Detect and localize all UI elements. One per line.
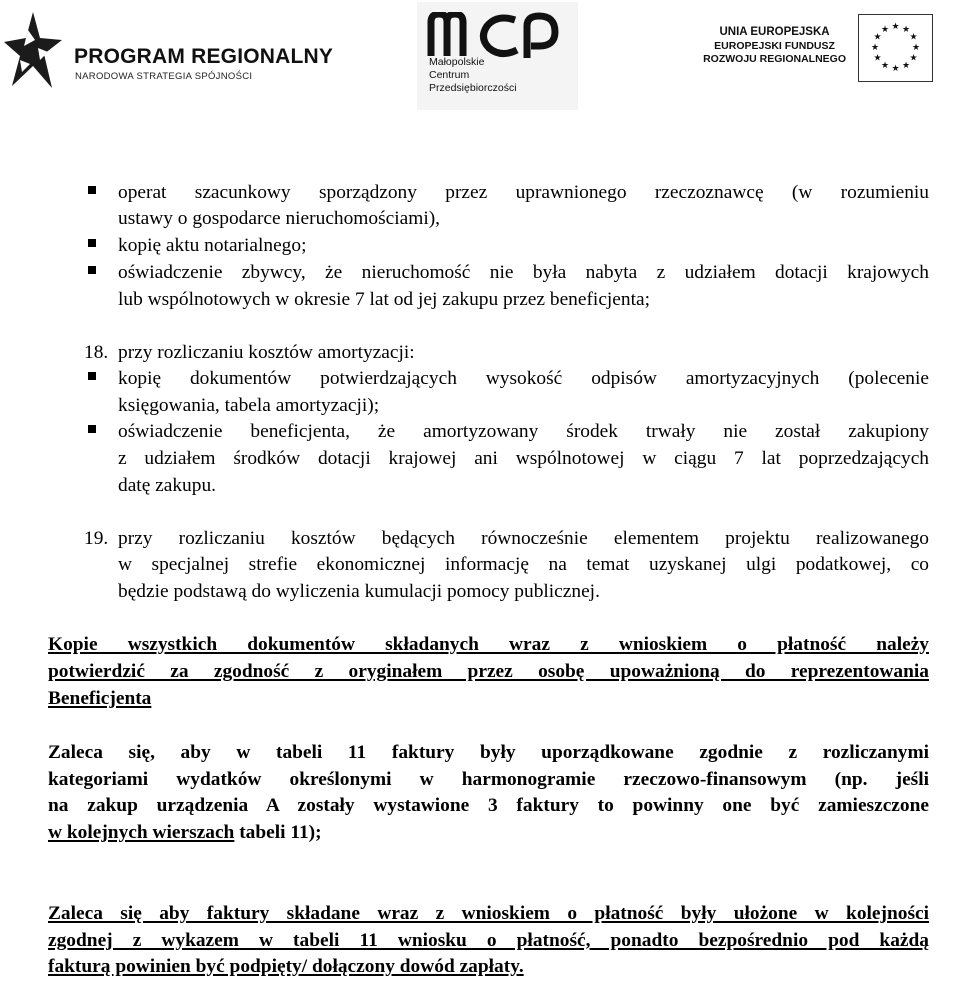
svg-text:★: ★ bbox=[901, 25, 911, 35]
program-subtitle: NARODOWA STRATEGIA SPÓJNOŚCI bbox=[75, 71, 253, 82]
svg-text:★: ★ bbox=[873, 32, 882, 43]
svg-text:★: ★ bbox=[891, 22, 900, 32]
note-line: zgodnej z wykazem w tabeli 11 wniosku o płatność, ponadto bezpośrednio pod każdą bbox=[48, 930, 929, 951]
note-line: Kopie wszystkich dokumentów składanych wraz z wnioskiem o płatność należy bbox=[48, 634, 929, 655]
text-line: lub wspólnotowych w okresie 7 lat od jej zakupu przez beneficjenta; bbox=[118, 289, 650, 310]
note-line-rest: tabeli 11); bbox=[234, 822, 322, 843]
note-line bbox=[48, 820, 322, 846]
item-number: 18. bbox=[84, 342, 109, 363]
note-line: Zaleca się, aby w tabeli 11 faktury były uporządkowane zgodnie z rozliczanymi bbox=[48, 742, 929, 763]
item-number: 19. bbox=[84, 528, 109, 549]
mcp-line: Centrum bbox=[429, 69, 470, 81]
bullet-icon bbox=[88, 266, 96, 274]
eu-flag-logo bbox=[858, 14, 933, 82]
text-line: z udziałem środków dotacji krajowej ani wspólnotowej w ciągu 7 lat poprzedzających bbox=[118, 448, 929, 469]
svg-text:★: ★ bbox=[909, 32, 918, 43]
text-line: będzie podstawą do wyliczenia kumulacji pomocy publicznej. bbox=[118, 581, 600, 602]
mcp-line: Przedsiębiorczości bbox=[429, 82, 517, 94]
svg-text:★: ★ bbox=[909, 53, 918, 64]
eu-fund-text bbox=[703, 26, 846, 67]
mcp-logo bbox=[417, 2, 578, 110]
svg-text:★: ★ bbox=[873, 53, 882, 64]
note-line: Zaleca się aby faktury składane wraz z wnioskiem o płatność były ułożone w kolejności bbox=[48, 903, 929, 924]
text-line: datę zakupu. bbox=[118, 475, 216, 496]
item-heading: przy rozliczaniu kosztów amortyzacji: bbox=[118, 342, 415, 363]
eu-line: ROZWOJU REGIONALNEGO bbox=[703, 53, 846, 65]
svg-text:★: ★ bbox=[870, 43, 880, 53]
note-line: potwierdzić za zgodność z oryginałem przez osobę upoważnioną do reprezentowania bbox=[48, 661, 929, 682]
underlined-phrase: w kolejnych wierszach bbox=[48, 822, 235, 843]
note-line: fakturą powinien być podpięty/ dołączony dowód zapłaty. bbox=[48, 956, 524, 977]
note-line: Beneficjenta bbox=[48, 688, 152, 709]
program-regionalny-logo bbox=[2, 10, 334, 90]
svg-text:★: ★ bbox=[901, 61, 911, 71]
page-header bbox=[0, 0, 960, 115]
text-line: księgowania, tabela amortyzacji); bbox=[118, 395, 380, 416]
star-logo-icon bbox=[2, 10, 64, 90]
mcp-line: Małopolskie bbox=[429, 56, 485, 68]
text-line: w specjalnej strefie ekonomicznej informację na temat uzyskanej ulgi podatkowej, co bbox=[118, 554, 929, 575]
eu-line: EUROPEJSKI FUNDUSZ bbox=[714, 39, 835, 52]
svg-text:★: ★ bbox=[880, 61, 890, 71]
text-line: oświadczenie beneficjenta, że amortyzowany środek trwały nie został zakupiony bbox=[118, 421, 929, 442]
mcp-mark-icon bbox=[427, 12, 567, 58]
text-line: ustawy o gospodarce nieruchomościami), bbox=[118, 208, 441, 229]
mcp-name bbox=[429, 56, 517, 95]
note-line: kategoriami wydatków określonymi w harmonogramie rzeczowo-finansowym (np. jeśli bbox=[48, 769, 929, 790]
bullet-icon bbox=[88, 425, 96, 433]
eu-stars-icon bbox=[859, 15, 932, 81]
eu-line: UNIA EUROPEJSKA bbox=[719, 26, 830, 38]
bullet-icon bbox=[88, 186, 96, 194]
bullet-icon bbox=[88, 372, 96, 380]
note-line: na zakup urządzenia A zostały wystawione 3 faktury to powinny one być zamieszczone bbox=[48, 795, 929, 816]
text-line: kopię dokumentów potwierdzających wysokość odpisów amortyzacyjnych (polecenie bbox=[118, 368, 929, 389]
svg-text:★: ★ bbox=[911, 43, 921, 53]
bullet-icon bbox=[88, 239, 96, 247]
svg-text:★: ★ bbox=[880, 25, 890, 35]
program-title: PROGRAM REGIONALNY bbox=[74, 45, 334, 68]
text-line: operat szacunkowy sporządzony przez uprawnionego rzeczoznawcę (w rozumieniu bbox=[118, 182, 929, 203]
text-line: przy rozliczaniu kosztów będących równocześnie elementem projektu realizowanego bbox=[118, 528, 929, 549]
text-line: kopię aktu notarialnego; bbox=[118, 235, 307, 256]
text-line: oświadczenie zbywcy, że nieruchomość nie była nabyta z udziałem dotacji krajowych bbox=[118, 262, 929, 283]
svg-text:★: ★ bbox=[891, 64, 900, 74]
